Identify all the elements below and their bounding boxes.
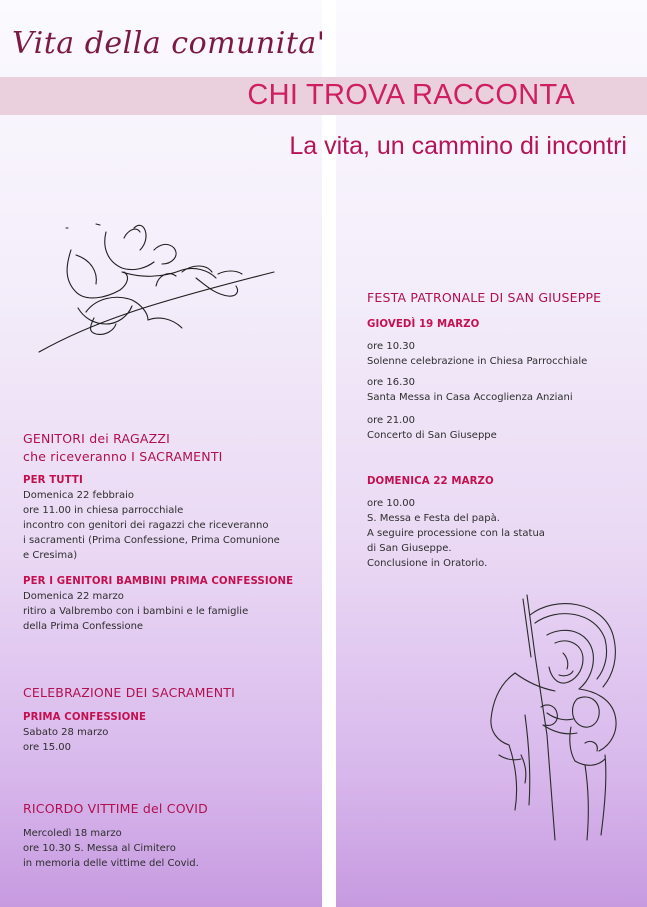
festa-title: FESTA PATRONALE DI SAN GIUSEPPE — [367, 290, 602, 305]
prima-confessione-genitori-label: PER I GENITORI BAMBINI PRIMA CONFESSIONE — [23, 576, 294, 587]
text-line: Domenica 22 marzo — [23, 591, 124, 602]
text-line: Sabato 28 marzo — [23, 727, 109, 738]
saint-joseph-icon — [485, 595, 645, 850]
text-line: Mercoledì 18 marzo — [23, 828, 122, 839]
text-line: in memoria delle vittime del Covid. — [23, 858, 199, 869]
per-tutti-label: PER TUTTI — [23, 475, 83, 486]
header-script-title: Vita della comunita' — [12, 26, 326, 61]
event-time: ore 21.00 — [367, 415, 415, 426]
event-1630 — [367, 375, 573, 405]
text-line: di San Giuseppe. — [367, 543, 452, 554]
text-line: i sacramenti (Prima Confessione, Prima Comunione — [23, 535, 280, 546]
genitori-title-line2: che riceveranno I SACRAMENTI — [23, 449, 223, 464]
domenica-label: DOMENICA 22 MARZO — [367, 476, 494, 487]
prima-confessione-text — [23, 725, 108, 755]
text-line: Domenica 22 febbraio — [23, 490, 135, 501]
event-time: ore 16.30 — [367, 377, 415, 388]
text-line: ore 15.00 — [23, 742, 71, 753]
text-line: e Cresima) — [23, 550, 78, 561]
covid-text — [23, 826, 199, 871]
event-2100 — [367, 413, 497, 443]
event-1030 — [367, 339, 587, 369]
event-desc: Santa Messa in Casa Accoglienza Anziani — [367, 392, 573, 403]
event-desc: Concerto di San Giuseppe — [367, 430, 497, 441]
celebrazione-title: CELEBRAZIONE DEI SACRAMENTI — [23, 685, 235, 700]
event-desc: Solenne celebrazione in Chiesa Parrocchiale — [367, 356, 588, 367]
text-line: ore 10.00 — [367, 498, 415, 509]
text-line: ore 10.30 S. Messa al Cimitero — [23, 843, 176, 854]
prima-confessione-genitori-text — [23, 589, 248, 634]
page-title: CHI TROVA RACCONTA — [247, 79, 575, 111]
prima-confessione-label: PRIMA CONFESSIONE — [23, 712, 147, 723]
page-subtitle: La vita, un cammino di incontri — [289, 132, 627, 160]
text-line: ritiro a Valbrembo con i bambini e le famiglie — [23, 606, 249, 617]
genitori-title-line1: GENITORI dei RAGAZZI — [23, 431, 171, 446]
text-line: della Prima Confessione — [23, 621, 144, 632]
giovedi-label: GIOVEDÌ 19 MARZO — [367, 319, 480, 330]
text-line: Conclusione in Oratorio. — [367, 558, 488, 569]
event-time: ore 10.30 — [367, 341, 415, 352]
text-line: S. Messa e Festa del papà. — [367, 513, 500, 524]
doves-icon — [36, 220, 281, 355]
domenica-text — [367, 496, 545, 571]
text-line: incontro con genitori dei ragazzi che riceveranno — [23, 520, 269, 531]
covid-title: RICORDO VITTIME del COVID — [23, 801, 208, 816]
text-line: A seguire processione con la statua — [367, 528, 545, 539]
text-line: ore 11.00 in chiesa parrocchiale — [23, 505, 184, 516]
per-tutti-text — [23, 488, 280, 563]
